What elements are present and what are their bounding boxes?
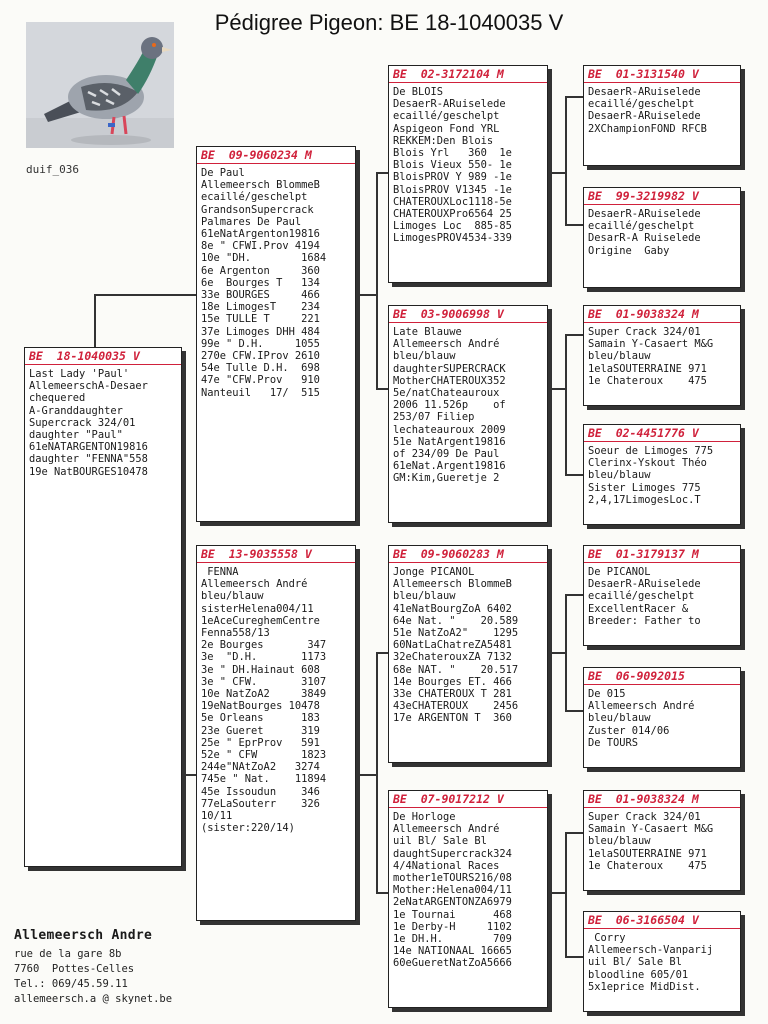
ring-number: BE 03-9006998 V <box>389 308 547 323</box>
card-line: daughter "Paul" <box>29 429 123 442</box>
card-line: De BLOIS <box>393 86 444 98</box>
card-line: of 234/09 De Paul <box>393 448 500 461</box>
card-line: DesaerR-ARuiselede <box>588 208 701 220</box>
card-line: bleu/blauw <box>588 712 651 725</box>
card-line: 1e Chateroux 475 <box>588 374 707 387</box>
card-line: DesaerR-ARuiselede <box>588 86 701 98</box>
card-line: 99e " D.H. 1055 <box>201 337 320 350</box>
card-line: 3e " DH.Hainaut 608 <box>201 663 320 676</box>
card-line: 18e LimogesT 234 <box>201 301 320 314</box>
card-line: bleu/blauw <box>201 590 264 603</box>
pigeon-photo <box>26 22 174 148</box>
card-line: 54e Tulle D.H. 698 <box>201 362 320 375</box>
card-line: daughter "FENNA"558 <box>29 453 148 466</box>
connector <box>376 652 378 892</box>
card-line: DesarR-A Ruiselede <box>588 232 701 245</box>
card-line: 2eNatARGENTONZA6979 <box>393 896 512 909</box>
card-line: De TOURS <box>588 736 639 749</box>
pigeon-card-ssd <box>583 187 741 288</box>
owner-phone: Tel.: 069/45.59.11 <box>14 978 128 990</box>
card-line: 244e"NAtZoA2 3274 <box>201 761 320 774</box>
connector <box>550 388 567 390</box>
card-line: Aspigeon Fond YRL <box>393 122 500 135</box>
card-line: Samain Y-Casaert M&G <box>588 823 714 836</box>
card-line: ecaillé/geschelpt <box>588 590 695 603</box>
card-line: 25e " EprProv 591 <box>201 736 320 749</box>
card-line: 52e " CFW 1823 <box>201 749 327 762</box>
card-line: 5e Orleans 183 <box>201 712 320 725</box>
connector <box>565 832 585 834</box>
owner-block <box>14 928 172 1007</box>
card-line: Last Lady 'Paul' <box>29 368 130 380</box>
card-line: 61eNat.Argent19816 <box>393 460 506 473</box>
card-line: 1elaSOUTERRAINE 971 <box>588 362 707 375</box>
card-line: 270e CFW.IProv 2610 <box>201 350 320 363</box>
card-line: 15e TULLE T 221 <box>201 313 320 326</box>
pigeon-card-sss <box>583 65 741 166</box>
card-line: 2e Bourges 347 <box>201 639 327 652</box>
card-line: 23e Gueret 319 <box>201 724 320 737</box>
connector <box>376 172 378 388</box>
card-line: sisterHelena004/11 <box>201 602 314 615</box>
card-line: 1e Derby-H 1102 <box>393 920 512 933</box>
card-line: 6e Argenton 360 <box>201 264 320 277</box>
card-line: 10e "DH. 1684 <box>201 252 327 265</box>
card-line: 41eNatBourgZoA 6402 <box>393 602 512 615</box>
connector <box>94 294 96 348</box>
card-line: 5e/natChateauroux <box>393 387 500 400</box>
card-line: Zuster 014/06 <box>588 724 670 737</box>
pigeon-card-dam <box>196 545 356 921</box>
card-line: mother1eTOURS216/08 <box>393 872 512 885</box>
card-line: Allemeersch André <box>393 338 500 351</box>
ring-number: BE 07-9017212 V <box>389 793 547 808</box>
card-line: De Paul <box>201 167 245 179</box>
ring-number: BE 09-9060234 M <box>197 149 355 164</box>
card-line: Jonge PICANOL <box>393 566 475 578</box>
card-line: bleu/blauw <box>393 350 456 363</box>
card-line: De PICANOL <box>588 566 651 578</box>
connector <box>565 96 585 98</box>
card-line: A-Granddaughter <box>29 404 123 417</box>
pigeon-card-dds <box>583 790 741 891</box>
connector <box>358 294 378 296</box>
card-line: REKKEM:Den Blois <box>393 134 494 147</box>
ring-number: BE 06-9092015 <box>584 670 740 685</box>
card-line: Super Crack 324/01 <box>588 326 701 338</box>
card-line: uil Bl/ Sale Bl <box>393 835 487 848</box>
connector <box>565 334 585 336</box>
card-line: uil Bl/ Sale Bl <box>588 956 682 969</box>
card-line: 3e "D.H. 1173 <box>201 651 327 664</box>
ring-number: BE 01-3131540 V <box>584 68 740 83</box>
card-line: 77eLaSouterr 326 <box>201 797 320 810</box>
card-line: chequered <box>29 392 86 405</box>
pigeon-card-sire-dam <box>388 305 548 523</box>
card-line: 64e Nat. " 20.589 <box>393 614 519 627</box>
ring-number: BE 06-3166504 V <box>584 914 740 929</box>
card-line: DesaerR-ARuiselede <box>393 98 506 111</box>
card-line: Mother:Helena004/11 <box>393 884 512 897</box>
card-line: 3e " CFW. 3107 <box>201 675 327 688</box>
ring-number: BE 01-9038324 M <box>584 793 740 808</box>
card-line: Limoges Loc 885-85 <box>393 220 512 233</box>
card-line: 10/11 <box>201 810 233 823</box>
pigeon-card-ddd <box>583 911 741 1012</box>
card-line: BloisPROV Y 989 -1e <box>393 171 512 184</box>
ring-number: BE 18-1040035 V <box>25 350 181 365</box>
card-line: MotherCHATEROUX352 <box>393 374 506 387</box>
card-line: ecaillé/geschelpt <box>201 191 308 204</box>
ring-number: BE 02-4451776 V <box>584 427 740 442</box>
pigeon-card-sire <box>196 146 356 522</box>
connector <box>358 774 378 776</box>
card-line: 68e NAT. " 20.517 <box>393 663 519 676</box>
card-line: 253/07 Filiep <box>393 411 475 424</box>
card-line: Origine Gaby <box>588 244 670 257</box>
card-line: 47e "CFW.Prov 910 <box>201 374 320 387</box>
ring-number: BE 13-9035558 V <box>197 548 355 563</box>
card-line: GM:Kim,Gueretje 2 <box>393 472 500 485</box>
pigeon-card-sire-sire <box>388 65 548 283</box>
card-line: lechateauroux 2009 <box>393 423 506 436</box>
card-line: ecaillé/geschelpt <box>588 98 695 111</box>
card-line: 10e NatZoA2 3849 <box>201 688 327 701</box>
card-line: Samain Y-Casaert M&G <box>588 338 714 351</box>
owner-address: rue de la gare 8b <box>14 948 122 960</box>
card-line: CHATEROUXPro6564 25 <box>393 208 512 221</box>
pigeon-icon <box>26 22 174 148</box>
card-line: Allemeersch-Vanparij <box>588 944 714 957</box>
card-line: daughterSUPERCRACK <box>393 362 506 375</box>
card-line: 17e ARGENTON T 360 <box>393 712 512 725</box>
card-line: ecaillé/geschelpt <box>393 110 500 123</box>
pigeon-card-dam-dam <box>388 790 548 1008</box>
card-line: bleu/blauw <box>393 590 456 603</box>
card-line: 32eChaterouxZA 7132 <box>393 651 512 664</box>
card-line: 4/4National Races <box>393 859 500 872</box>
card-line: 1elaSOUTERRAINE 971 <box>588 847 707 860</box>
owner-city: 7760 Pottes-Celles <box>14 963 135 975</box>
card-line: Supercrack 324/01 <box>29 416 136 429</box>
card-line: bleu/blauw <box>588 350 651 363</box>
connector <box>565 224 585 226</box>
card-line: 60NatLaChatreZA5481 <box>393 639 512 652</box>
card-line: Blois Vieux 550- 1e <box>393 159 512 172</box>
card-line: Palmares De Paul <box>201 215 302 228</box>
card-line: 2,4,17LimogesLoc.T <box>588 493 701 506</box>
card-line: 2006 11.526p of <box>393 399 506 412</box>
card-line: LimogesPROV4534-339 <box>393 232 512 245</box>
pigeon-card-dam-sire <box>388 545 548 763</box>
card-line: DesaerR-ARuiselede <box>588 110 701 123</box>
card-line: Allemeersch André <box>201 578 308 591</box>
card-line: 43eCHATEROUX 2456 <box>393 700 519 713</box>
connector <box>565 96 567 224</box>
card-line: 2XChampionFOND RFCB <box>588 122 707 135</box>
card-line: 60eGueretNatZoA5666 <box>393 957 512 970</box>
card-line: 14e NATIONAAL 16665 <box>393 945 512 958</box>
pigeon-card-sdd <box>583 424 741 525</box>
card-line: Late Blauwe <box>393 326 462 338</box>
card-line: 1e Tournai 468 <box>393 908 512 921</box>
card-line: 45e Issoudun 346 <box>201 785 320 798</box>
card-line: Allemeersch BlommeB <box>393 578 512 591</box>
card-line: Clerinx-Yskout Théo <box>588 457 707 470</box>
connector <box>550 652 567 654</box>
connector <box>565 334 567 474</box>
card-line: 61eNATARGENTON19816 <box>29 441 148 454</box>
card-line: GrandsonSupercrack <box>201 203 314 216</box>
card-line: 745e " Nat. 11894 <box>201 773 327 786</box>
card-line: Soeur de Limoges 775 <box>588 445 714 457</box>
photo-caption: duif_036 <box>26 163 79 176</box>
card-line: 51e NatArgent19816 <box>393 435 506 448</box>
card-line: Allemeersch BlommeB <box>201 179 320 192</box>
card-line: AllemeerschA-Desaer <box>29 380 148 393</box>
card-line: De Horloge <box>393 811 456 823</box>
card-line: Allemeersch André <box>393 823 500 836</box>
connector <box>565 474 585 476</box>
card-line: 6e Bourges T 134 <box>201 276 320 289</box>
owner-name: Allemeersch Andre <box>14 928 153 943</box>
card-line: 37e Limoges DHH 484 <box>201 325 320 338</box>
card-line: Super Crack 324/01 <box>588 811 701 823</box>
card-line: CHATEROUXLoc1118-5e <box>393 195 512 208</box>
connector <box>565 832 567 956</box>
card-line: 1e Chateroux 475 <box>588 859 707 872</box>
card-line: 33e CHATEROUX T 281 <box>393 688 512 701</box>
card-line: DesaerR-ARuiselede <box>588 578 701 591</box>
card-line: 33e BOURGES 466 <box>201 289 320 302</box>
connector <box>550 172 567 174</box>
ring-number: BE 02-3172104 M <box>389 68 547 83</box>
card-line: Breeder: Father to <box>588 614 701 627</box>
card-line: BloisPROV V1345 -1e <box>393 183 512 196</box>
page-title: Pédigree Pigeon: BE 18-1040035 V <box>214 10 564 35</box>
ring-number: BE 09-9060283 M <box>389 548 547 563</box>
card-line: 5x1eprice MidDist. <box>588 980 701 993</box>
pigeon-card-sds <box>583 305 741 406</box>
card-line: bleu/blauw <box>588 835 651 848</box>
card-line: daughtSupercrack324 <box>393 847 512 860</box>
connector <box>94 294 198 296</box>
card-line: FENNA <box>201 566 239 578</box>
card-line: 19e NatBOURGES10478 <box>29 465 148 478</box>
card-line: 19eNatBourges 10478 <box>201 700 320 713</box>
card-line: 61eNatArgenton19816 <box>201 228 320 241</box>
card-line: Fenna558/13 <box>201 627 270 640</box>
connector <box>565 710 585 712</box>
card-line: ExcellentRacer & <box>588 602 689 615</box>
card-line: Corry <box>588 932 626 944</box>
card-line: Sister Limoges 775 <box>588 481 701 494</box>
pigeon-card-dsd <box>583 667 741 768</box>
card-line: 1e DH.H. 709 <box>393 933 512 946</box>
ring-number: BE 01-9038324 M <box>584 308 740 323</box>
ring-number: BE 99-3219982 V <box>584 190 740 205</box>
card-line: 8e " CFWI.Prov 4194 <box>201 240 320 253</box>
card-line: bleu/blauw <box>588 469 651 482</box>
pigeon-card-main <box>24 347 182 867</box>
owner-email: allemeersch.a @ skynet.be <box>14 993 173 1005</box>
card-line: 51e NatZoA2" 1295 <box>393 627 519 640</box>
ring-number: BE 01-3179137 M <box>584 548 740 563</box>
card-line: ecaillé/geschelpt <box>588 220 695 233</box>
card-line: Allemeersch André <box>588 700 695 713</box>
card-line: bloodline 605/01 <box>588 968 689 981</box>
connector <box>565 594 585 596</box>
card-line: (sister:220/14) <box>201 822 295 835</box>
card-line: 1eAceCureghemCentre <box>201 614 320 627</box>
pigeon-card-dss <box>583 545 741 646</box>
card-line: Blois Yrl 360 1e <box>393 147 512 160</box>
card-line: De 015 <box>588 688 626 700</box>
connector <box>550 892 567 894</box>
connector <box>565 956 585 958</box>
card-line: Nanteuil 17/ 515 <box>201 386 320 399</box>
card-line: 14e Bourges ET. 466 <box>393 675 512 688</box>
